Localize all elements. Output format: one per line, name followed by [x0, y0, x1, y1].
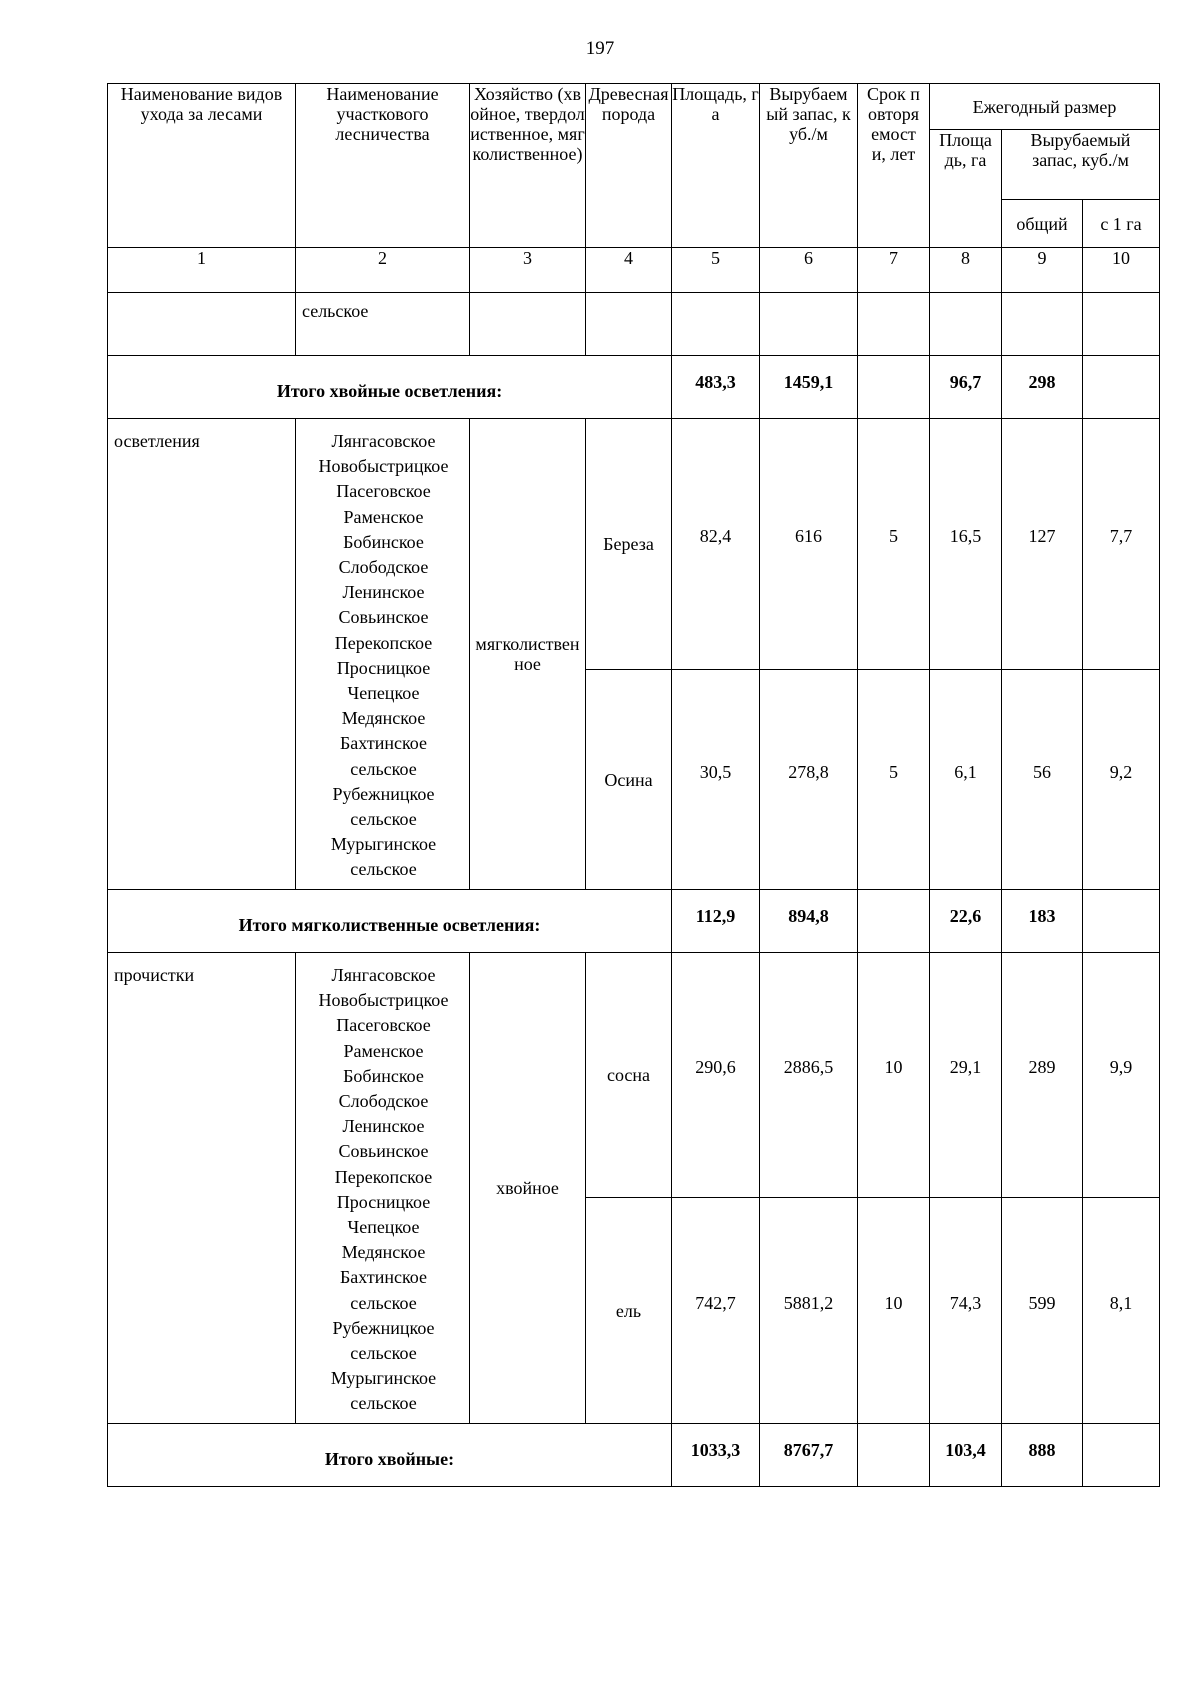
forestry-name: Рубежницкое [332, 783, 435, 804]
forestry-name: Бахтинское [339, 1267, 428, 1288]
forestry-name: Ленинское [342, 1116, 425, 1137]
annual-area: 29,1 [930, 953, 1002, 1198]
annual-area: 16,5 [930, 419, 1002, 670]
total-annual-stock: 183 [1002, 890, 1083, 953]
total-annual-area: 103,4 [930, 1424, 1002, 1487]
annual-stock-per-ha: 9,2 [1083, 670, 1160, 890]
header-annual: Ежегодный размер [930, 84, 1160, 130]
total-annual-stock: 888 [1002, 1424, 1083, 1487]
forestry-name: Лянгасовское [331, 431, 436, 451]
total-label: Итого хвойные осветления: [108, 356, 672, 419]
forestry-name: Раменское [343, 506, 424, 527]
forestry-name: Чепецкое [347, 1217, 420, 1238]
annual-stock-total: 289 [1002, 953, 1083, 1198]
page-number: 197 [585, 38, 615, 59]
forestry-name: Бобинское [343, 531, 424, 552]
forestry-name: Совьинское [338, 1141, 429, 1162]
forestry-name: Совьинское [338, 607, 429, 628]
forestry-name: Перекопское [334, 1166, 433, 1187]
column-number: 5 [672, 248, 760, 293]
forestry-name: Лянгасовское [331, 965, 436, 985]
annual-area: 6,1 [930, 670, 1002, 890]
forestry-name: сельское [350, 809, 417, 830]
column-number: 2 [296, 248, 470, 293]
forestry-list [296, 953, 470, 1424]
forest-care-table [107, 83, 1160, 1487]
annual-area: 74,3 [930, 1198, 1002, 1424]
area: 290,6 [672, 953, 760, 1198]
total-label: Итого мягколиственные осветления: [108, 890, 672, 953]
total-label: Итого хвойные: [108, 1424, 672, 1487]
forestry-name: Новобыстрицкое [318, 456, 449, 477]
column-number: 10 [1083, 248, 1160, 293]
forestry-name: Слободское [338, 557, 429, 578]
total-row [108, 890, 1160, 953]
column-number: 9 [1002, 248, 1083, 293]
forestry-name: Бахтинское [339, 733, 428, 754]
header-care-type: Наименование видов ухода за лесами [108, 84, 296, 248]
annual-stock-total: 599 [1002, 1198, 1083, 1424]
total-row [108, 356, 1160, 419]
economy-type: хвойное [470, 953, 586, 1424]
total-area: 483,3 [672, 356, 760, 419]
stock: 2886,5 [760, 953, 858, 1198]
header-cut-stock: Вырубаемый запас, куб./м [1002, 130, 1160, 200]
forestry-name: сельское [350, 1393, 417, 1414]
area: 742,7 [672, 1198, 760, 1424]
forestry-name: Медянское [341, 1242, 426, 1263]
table-row [108, 293, 1160, 356]
total-area: 1033,3 [672, 1424, 760, 1487]
header-species: Древесная порода [586, 84, 672, 248]
forestry-name: сельское [296, 293, 470, 356]
total-annual-area: 96,7 [930, 356, 1002, 419]
forestry-name: Пасеговское [336, 481, 431, 502]
header-period: Срок повторяемости, лет [858, 84, 930, 248]
column-number: 4 [586, 248, 672, 293]
annual-stock-per-ha: 8,1 [1083, 1198, 1160, 1424]
stock: 278,8 [760, 670, 858, 890]
header-economy: Хозяйство (хвойное, твердолиственное, мягколиственное) [470, 84, 586, 248]
period: 5 [858, 670, 930, 890]
forestry-name: сельское [350, 1343, 417, 1364]
area: 30,5 [672, 670, 760, 890]
forestry-name: Мурыгинское [330, 1368, 437, 1389]
total-annual-stock: 298 [1002, 356, 1083, 419]
forestry-name: Пасеговское [336, 1015, 431, 1036]
forestry-name: Медянское [341, 708, 426, 729]
total-row [108, 1424, 1160, 1487]
forestry-name: Мурыгинское [330, 834, 437, 855]
economy-type: мягколиственное [470, 419, 586, 890]
forestry-name: Ленинское [342, 582, 425, 603]
forestry-name: Рубежницкое [332, 1317, 435, 1338]
forestry-name: сельское [350, 758, 417, 779]
forestry-name: сельское [350, 1292, 417, 1313]
forestry-name: Просницкое [336, 657, 431, 678]
forestry-name: Бобинское [343, 1065, 424, 1086]
annual-stock-per-ha: 7,7 [1083, 419, 1160, 670]
header-per-ha: с 1 га [1083, 200, 1160, 248]
total-stock: 1459,1 [760, 356, 858, 419]
period: 10 [858, 1198, 930, 1424]
header-annual-area: Площадь, га [930, 130, 1002, 248]
forestry-name: сельское [350, 859, 417, 880]
forestry-name: Слободское [338, 1091, 429, 1112]
species: Осина [586, 670, 672, 890]
column-number: 1 [108, 248, 296, 293]
total-stock: 894,8 [760, 890, 858, 953]
total-stock: 8767,7 [760, 1424, 858, 1487]
stock: 616 [760, 419, 858, 670]
table-row [108, 953, 1160, 1198]
period: 10 [858, 953, 930, 1198]
header-stock: Вырубаемый запас, куб./м [760, 84, 858, 248]
column-number: 7 [858, 248, 930, 293]
forestry-name: Чепецкое [347, 683, 420, 704]
species: ель [586, 1198, 672, 1424]
annual-stock-total: 127 [1002, 419, 1083, 670]
forestry-name: Перекопское [334, 632, 433, 653]
species: Береза [586, 419, 672, 670]
species: сосна [586, 953, 672, 1198]
header-forestry: Наименование участкового лесничества [296, 84, 470, 248]
total-area: 112,9 [672, 890, 760, 953]
area: 82,4 [672, 419, 760, 670]
forestry-name: Раменское [343, 1040, 424, 1061]
forestry-name: Новобыстрицкое [318, 990, 449, 1011]
column-number: 8 [930, 248, 1002, 293]
annual-stock-total: 56 [1002, 670, 1083, 890]
column-number: 3 [470, 248, 586, 293]
annual-stock-per-ha: 9,9 [1083, 953, 1160, 1198]
period: 5 [858, 419, 930, 670]
table-row [108, 419, 1160, 670]
care-type: осветления [108, 419, 296, 890]
care-type: прочистки [108, 953, 296, 1424]
forestry-name: Просницкое [336, 1191, 431, 1212]
forestry-list [296, 419, 470, 890]
header-area: Площадь, га [672, 84, 760, 248]
header-total: общий [1002, 200, 1083, 248]
stock: 5881,2 [760, 1198, 858, 1424]
column-number: 6 [760, 248, 858, 293]
total-annual-area: 22,6 [930, 890, 1002, 953]
